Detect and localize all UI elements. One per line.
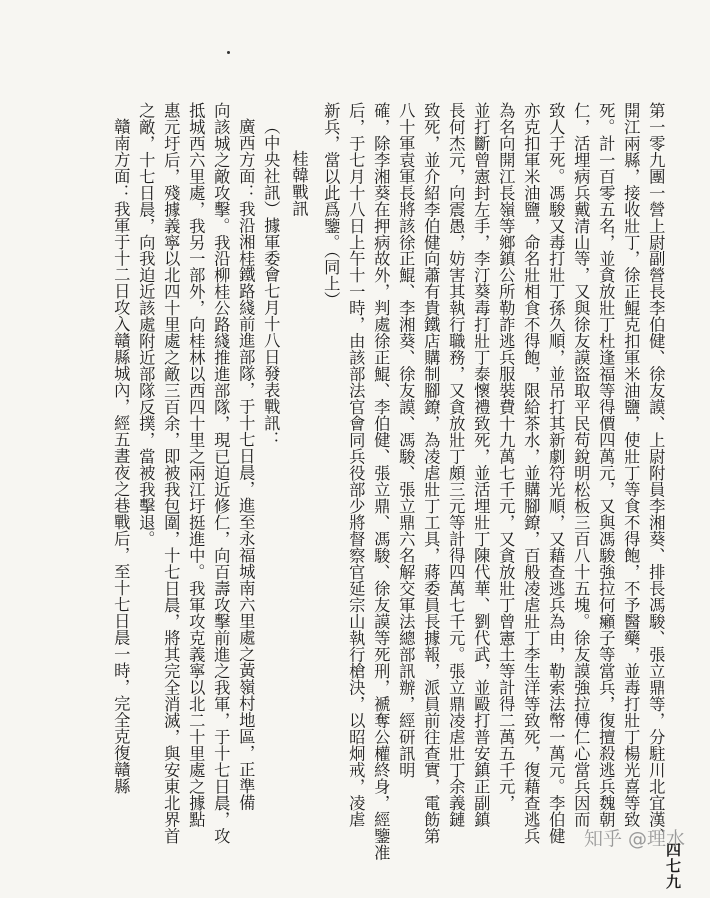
text-column-8: 並打斷曾憲封左手，李汀葵毒打壯丁泰懷禮致死，並活埋壯丁陳代華、劉代武，並毆打普安鎮正副鎮	[471, 102, 491, 828]
text-column-9: 長何杰元，向震愚，妨害其執行職務，又貪放壯丁頗三元等計得四萬七千元。張立鼎凌虐壯丁余義鏈	[446, 102, 466, 828]
text-column-14: 新兵，當以此爲鑒。（同上）	[321, 102, 341, 309]
page-number: 四七九	[664, 842, 682, 890]
text-column-19: 抵城西六里處，我另一部外，向桂林以西四十里之兩江圩挺進中。我軍攻克義寧以北二十里處之據點	[186, 102, 206, 828]
text-column-5: 致人于死。馮駿又毒打壯丁孫久順，並吊打其新劇符光順，又藉查逃兵為由，勒索法幣一萬元。李伯健	[546, 102, 566, 845]
text-column-2: 開江兩縣，接收壯丁，徐正鯤克扣軍米油鹽，使壯丁等食不得飽，不予醫藥，並毒打壯丁楊光喜等致	[621, 102, 641, 828]
text-column-1: 第一零九團一營上尉副營長李伯健、徐友謨、上尉附員李湘葵、排長馮駿、張立鼎等，分駐川北宜漢、	[646, 102, 666, 845]
text-column-12: 確，除李湘葵在押病故外，判處徐正鯤、李伯健、張立鼎、馮駿、徐友謨等死刑，褫奪公權終身，經鑒准	[371, 102, 391, 861]
text-column-6: 亦克扣軍米油鹽，命名壯相食不得飽，限給茶水，並購腳鐐，百般凌虐壯丁李生洋等致死，復藉查逃兵	[521, 102, 541, 845]
text-column-16: （中央社訊）據軍委會七月十八日發表戰訊：	[261, 118, 281, 448]
watermark: 知乎 @理水	[584, 828, 686, 850]
text-column-17: 廣西方面：我沿湘桂鐵路綫前進部隊，于十七日晨，進至永福城南六里處之黃嶺村地區，正準備	[236, 118, 256, 811]
text-column-21: 之敵，十七日晨，向我迫近該處附近部隊反撲，當被我擊退。	[136, 102, 156, 548]
scan-speck	[227, 51, 230, 54]
text-column-20: 惠元圩后，殘據義寧以北四十里處之敵三百余，即被我包圍，十七日晨，將其完全消滅，與安東北界首	[161, 102, 181, 845]
text-column-13: 后，于七月十八日上午十一時，由該部法官會同兵役部少將督察官延宗山執行槍決，以昭炯戒，凌虐	[346, 102, 366, 828]
section-heading: 桂韓戰訊	[289, 150, 309, 217]
text-column-3: 死。計一百零五名，並貪放壯丁杜逢福等得價四萬元，又與馮駿強拉何癩子等當兵，復擅殺逃兵魏朝	[596, 102, 616, 828]
text-column-10: 致死，並介紹李伯健向蕭有貴鐵店購制腳鐐，為凌虐壯丁工具，蔣委員長據報，派員前往查實，電飭第	[421, 102, 441, 845]
text-column-22: 贛南方面：我軍于十二日攻入贛縣城內，經五晝夜之巷戰后，至十七日晨一時，完全克復贛縣	[111, 118, 131, 795]
text-column-4: 仁，活埋病兵戴清山等，又與徐友謨盜取平民苟銳明松板三百八十五塊。徐友謨強拉傅仁心當兵因而	[571, 102, 591, 828]
text-column-7: 為名向開江長嶺等鄉鎮公所勒詐逃兵服裝費十九萬七千元，又貪放壯丁曾憲土等計得二萬五千元，	[496, 102, 516, 812]
text-column-18: 向該城之敵攻擊。我沿柳桂公路綫推進部隊，現已迫近修仁，向百壽攻擊前進之我軍，于十七日晨，攻	[211, 102, 231, 845]
text-column-11: 八十軍袁軍長將該徐正鯤、李湘葵、徐友謨、馮駿、張立鼎六名解交軍法總部訊辦，經研訊明	[396, 102, 416, 779]
